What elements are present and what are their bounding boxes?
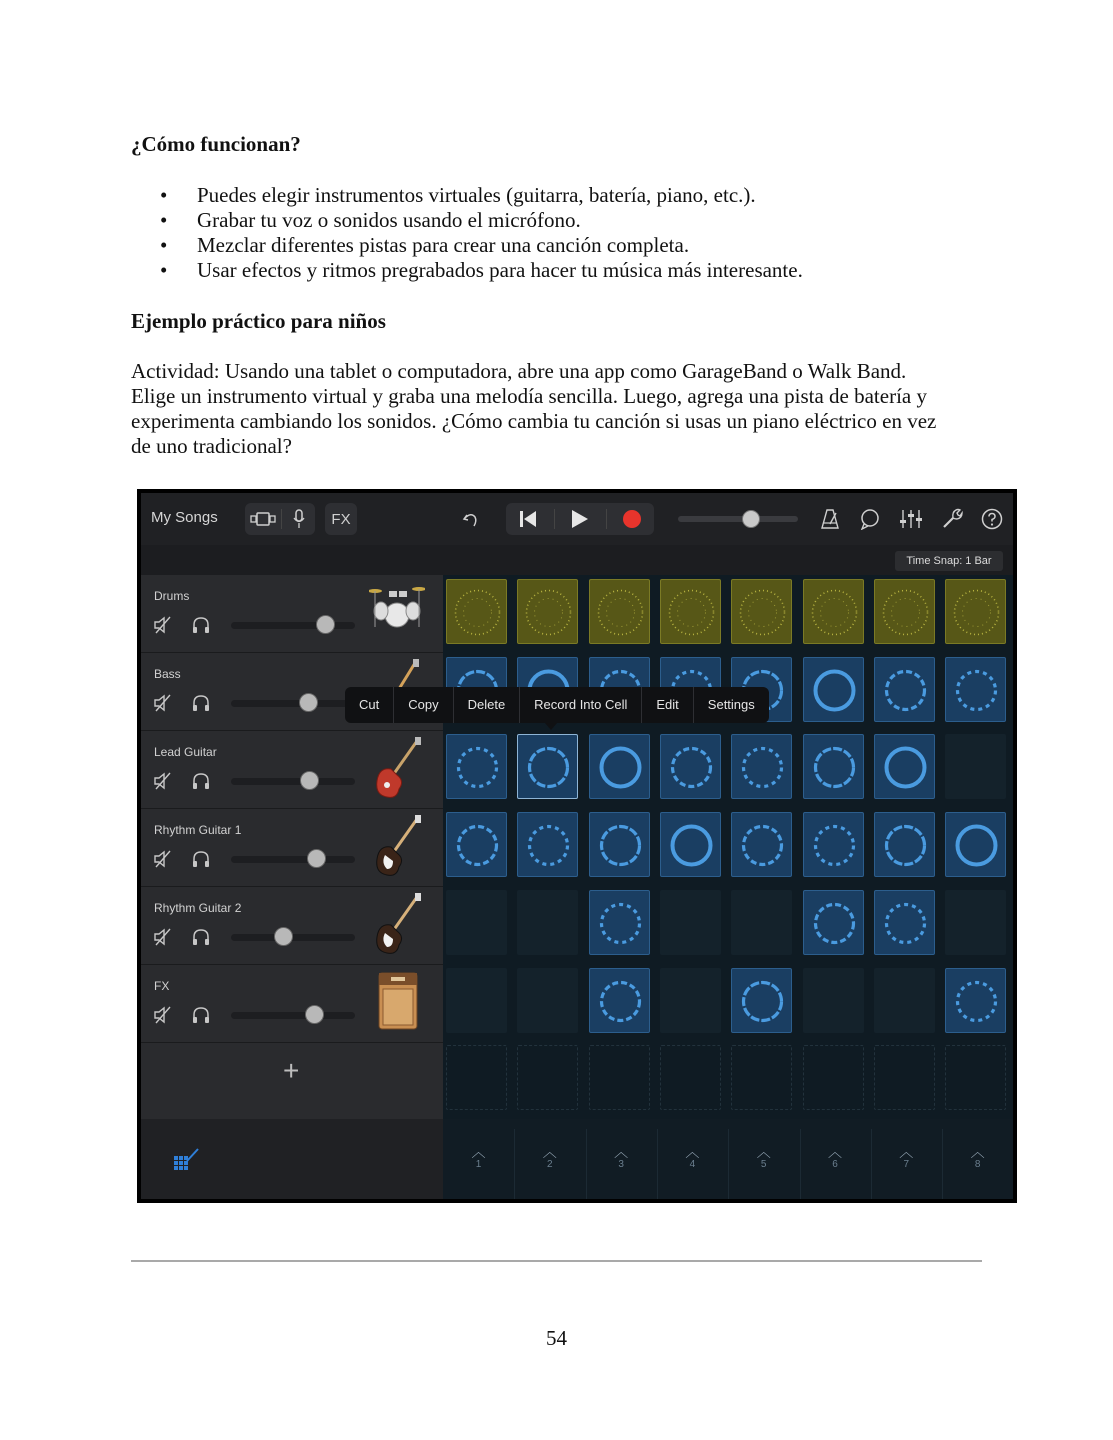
track-volume-knob[interactable]	[299, 693, 318, 712]
empty-cell[interactable]	[446, 968, 507, 1033]
lead-guitar-icon[interactable]	[369, 737, 425, 808]
track-volume-knob[interactable]	[305, 1005, 324, 1024]
empty-cell[interactable]	[731, 1045, 792, 1110]
feature-list	[160, 183, 803, 283]
undo-icon[interactable]	[459, 503, 483, 535]
scene-trigger-8[interactable]	[942, 1145, 1013, 1185]
track-header[interactable]	[141, 575, 443, 653]
track-volume-knob[interactable]	[274, 927, 293, 946]
toolbar	[141, 493, 1013, 545]
track-volume-slider[interactable]	[231, 1012, 355, 1019]
mute-icon[interactable]	[153, 1005, 173, 1030]
track-name: Lead Guitar	[154, 745, 217, 759]
loop-cell[interactable]	[589, 734, 650, 799]
chevron-up-icon: ︿	[542, 1144, 557, 1160]
loop-cell[interactable]	[945, 968, 1006, 1033]
mute-icon[interactable]	[153, 927, 173, 952]
empty-cell[interactable]	[660, 968, 721, 1033]
wrench-icon[interactable]	[939, 503, 965, 535]
record-icon[interactable]	[610, 503, 654, 535]
empty-cell[interactable]	[803, 1045, 864, 1110]
mixer-icon[interactable]	[898, 503, 924, 535]
chevron-up-icon: ︿	[970, 1144, 985, 1160]
view-toggle-icon[interactable]	[245, 503, 281, 535]
track-header[interactable]	[141, 965, 443, 1043]
list-item: • Puedes elegir instrumentos virtuales (guitarra, batería, piano, etc.).	[160, 183, 803, 208]
mute-icon[interactable]	[153, 771, 173, 796]
chevron-up-icon: ︿	[828, 1144, 842, 1160]
scene-number: 4	[689, 1159, 696, 1170]
loop-cell[interactable]	[803, 812, 864, 877]
list-item: • Usar efectos y ritmos pregrabados para hacer tu música más interesante.	[160, 258, 803, 283]
footer-divider	[131, 1260, 982, 1262]
empty-cell[interactable]	[589, 1045, 650, 1110]
scene-trigger-7[interactable]	[871, 1145, 942, 1185]
menu-item-settings[interactable]: Settings	[707, 697, 755, 712]
chevron-up-icon: ︿	[471, 1144, 486, 1160]
scene-triggers	[443, 1119, 1013, 1199]
headphones-icon[interactable]	[191, 771, 211, 796]
chevron-up-icon: ︿	[756, 1144, 771, 1160]
drum-kit-icon[interactable]	[369, 581, 425, 636]
live-loops-grid-icon[interactable]	[173, 1147, 201, 1178]
scene-number: 7	[903, 1159, 910, 1170]
scene-number: 3	[618, 1159, 624, 1170]
list-item: • Mezclar diferentes pistas para crear una canción completa.	[160, 233, 803, 258]
drum-loop-cell[interactable]	[446, 579, 507, 644]
loop-cell[interactable]	[874, 890, 935, 955]
scene-trigger-2[interactable]	[514, 1145, 585, 1185]
rewind-icon[interactable]	[506, 503, 550, 535]
scene-number: 1	[475, 1159, 482, 1170]
empty-cell[interactable]	[945, 1045, 1006, 1110]
chevron-up-icon: ︿	[899, 1144, 914, 1160]
list-item: • Grabar tu voz o sonidos usando el micrófono.	[160, 208, 803, 233]
track-volume-knob[interactable]	[316, 615, 335, 634]
track-volume-slider[interactable]	[231, 622, 355, 629]
drum-loop-cell[interactable]	[731, 579, 792, 644]
empty-cell[interactable]	[874, 968, 935, 1033]
chevron-up-icon: ︿	[614, 1144, 629, 1160]
scene-number: 6	[832, 1159, 838, 1170]
loop-cell[interactable]	[589, 968, 650, 1033]
amp-icon[interactable]	[369, 971, 425, 1038]
loop-cell[interactable]	[803, 890, 864, 955]
loop-cell[interactable]	[660, 734, 721, 799]
headphones-icon[interactable]	[191, 693, 211, 718]
track-volume-slider[interactable]	[231, 778, 355, 785]
scene-trigger-3[interactable]	[586, 1145, 657, 1185]
scene-number: 5	[760, 1159, 767, 1170]
loop-cell[interactable]	[589, 890, 650, 955]
track-header[interactable]	[141, 809, 443, 887]
drum-loop-cell[interactable]	[945, 579, 1006, 644]
loop-cell[interactable]	[660, 812, 721, 877]
track-volume-slider[interactable]	[231, 934, 355, 941]
garageband-screenshot	[137, 489, 1017, 1203]
empty-cell[interactable]	[660, 1045, 721, 1110]
scene-trigger-1[interactable]	[443, 1145, 514, 1185]
loop-cell[interactable]	[731, 734, 792, 799]
cell-context-menu	[345, 687, 769, 723]
drum-loop-cell[interactable]	[803, 579, 864, 644]
loop-cell[interactable]	[446, 812, 507, 877]
master-volume-knob[interactable]	[742, 510, 760, 528]
empty-cell[interactable]	[517, 968, 578, 1033]
headphones-icon[interactable]	[191, 615, 211, 640]
microphone-icon[interactable]	[282, 503, 315, 535]
mute-icon[interactable]	[153, 693, 173, 718]
master-volume-slider[interactable]	[678, 516, 798, 522]
loop-cell[interactable]	[803, 734, 864, 799]
loop-cell[interactable]	[874, 812, 935, 877]
paragraph-line: Actividad: Usando una tablet o computadora, abre una app como GarageBand o Walk Band.	[131, 359, 907, 383]
scene-number: 8	[974, 1159, 981, 1170]
scene-trigger-6[interactable]	[800, 1145, 871, 1185]
help-icon[interactable]	[979, 503, 1005, 535]
time-snap-button[interactable]: Time Snap: 1 Bar	[895, 551, 1003, 571]
loop-cell[interactable]	[589, 812, 650, 877]
rhythm-guitar-icon[interactable]	[369, 815, 425, 886]
track-volume-slider[interactable]	[231, 700, 355, 707]
track-footer	[141, 1119, 443, 1199]
empty-cell[interactable]	[446, 890, 507, 955]
fx-button[interactable]: FX	[331, 510, 351, 528]
track-volume-knob[interactable]	[307, 849, 326, 868]
paragraph-line: experimenta cambiando los sonidos. ¿Cómo cambia tu canción si usas un piano eléctrico en vez	[131, 409, 937, 433]
context-menu-pointer	[545, 723, 557, 730]
mute-icon[interactable]	[153, 615, 173, 640]
loop-cell[interactable]	[874, 657, 935, 722]
scene-number: 2	[547, 1159, 553, 1170]
fx-group	[325, 503, 357, 535]
menu-item-cut[interactable]: Cut	[345, 687, 394, 723]
loop-browser-icon[interactable]	[857, 503, 883, 535]
menu-item-edit[interactable]: Edit	[642, 687, 693, 723]
rhythm-guitar-icon[interactable]	[369, 893, 425, 964]
transport-controls	[506, 503, 654, 535]
loop-cell[interactable]	[517, 812, 578, 877]
heading-como-funcionan: ¿Cómo funcionan?	[131, 132, 301, 156]
empty-cell[interactable]	[945, 890, 1006, 955]
heading-ejemplo-practico: Ejemplo práctico para niños	[131, 309, 386, 333]
drum-loop-cell[interactable]	[660, 579, 721, 644]
drum-loop-cell[interactable]	[517, 579, 578, 644]
track-volume-knob[interactable]	[300, 771, 319, 790]
loop-cell[interactable]	[945, 812, 1006, 877]
metronome-icon[interactable]	[817, 503, 843, 535]
track-header[interactable]	[141, 887, 443, 965]
scene-trigger-4[interactable]	[657, 1145, 728, 1185]
paragraph-line: de uno tradicional?	[131, 434, 292, 458]
play-icon[interactable]	[558, 503, 602, 535]
menu-item-copy[interactable]: Copy	[394, 687, 453, 723]
empty-cell[interactable]	[731, 890, 792, 955]
loop-cell[interactable]	[731, 968, 792, 1033]
add-track-button[interactable]: +	[283, 1055, 300, 1086]
page-number: 54	[546, 1326, 567, 1350]
track-name: FX	[154, 979, 170, 993]
activity-paragraph	[131, 359, 991, 459]
menu-item-record-into-cell[interactable]: Record Into Cell	[520, 687, 642, 723]
my-songs-button[interactable]: My Songs	[151, 509, 218, 526]
headphones-icon[interactable]	[191, 1005, 211, 1030]
empty-cell[interactable]	[517, 890, 578, 955]
loop-cell[interactable]	[945, 657, 1006, 722]
live-loops-grid	[443, 575, 1013, 1199]
empty-cell[interactable]	[945, 734, 1006, 799]
empty-cell[interactable]	[874, 1045, 935, 1110]
empty-cell[interactable]	[446, 1045, 507, 1110]
track-volume-slider[interactable]	[231, 856, 355, 863]
track-name: Rhythm Guitar 2	[154, 901, 242, 915]
loop-cell[interactable]	[803, 657, 864, 722]
headphones-icon[interactable]	[191, 927, 211, 952]
view-group	[245, 503, 315, 535]
empty-cell[interactable]	[517, 1045, 578, 1110]
mute-icon[interactable]	[153, 849, 173, 874]
menu-item-delete[interactable]: Delete	[454, 687, 521, 723]
track-name: Rhythm Guitar 1	[154, 823, 242, 837]
chevron-up-icon: ︿	[685, 1144, 700, 1160]
loop-cell[interactable]	[731, 812, 792, 877]
drum-loop-cell[interactable]	[589, 579, 650, 644]
track-headers	[141, 575, 443, 1119]
loop-cell[interactable]	[874, 734, 935, 799]
empty-cell[interactable]	[660, 890, 721, 955]
paragraph-line: Elige un instrumento virtual y graba una melodía sencilla. Luego, agrega una pista de batería y	[131, 384, 927, 408]
empty-cell[interactable]	[803, 968, 864, 1033]
loop-cell[interactable]	[517, 734, 578, 799]
track-header[interactable]	[141, 731, 443, 809]
track-name: Drums	[154, 589, 190, 603]
drum-loop-cell[interactable]	[874, 579, 935, 644]
headphones-icon[interactable]	[191, 849, 211, 874]
loop-cell[interactable]	[446, 734, 507, 799]
scene-trigger-5[interactable]	[728, 1145, 799, 1185]
track-name: Bass	[154, 667, 181, 681]
